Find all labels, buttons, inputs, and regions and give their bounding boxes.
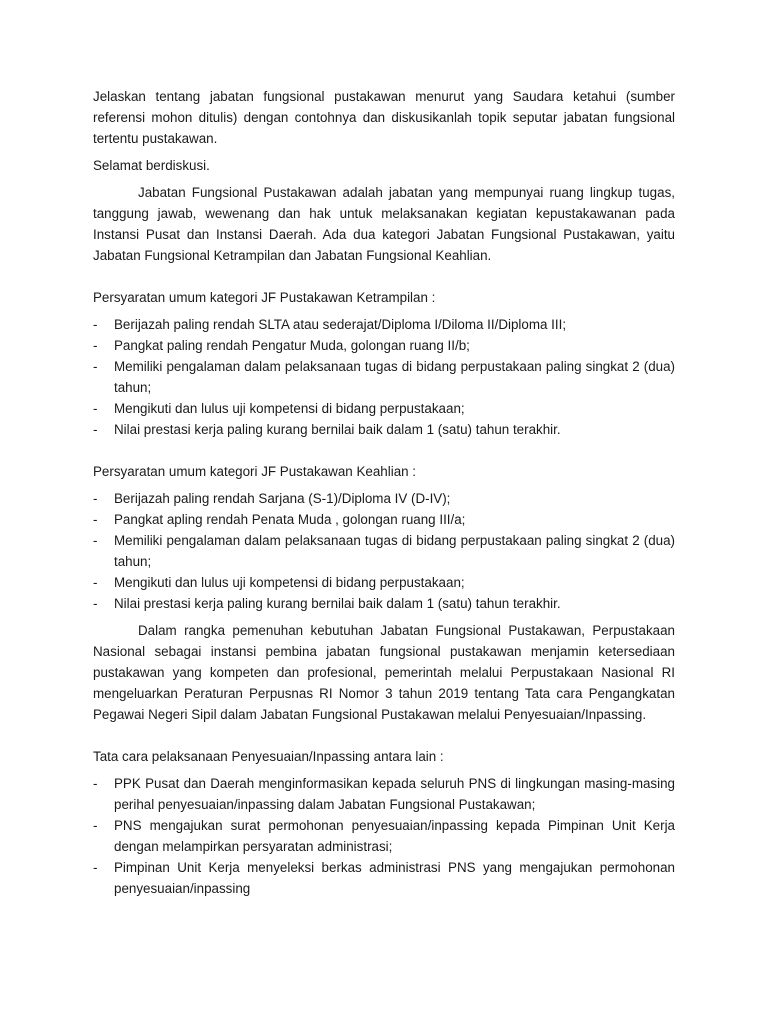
blank-line — [93, 266, 675, 287]
bullet-dash: - — [93, 359, 98, 374]
bullet-dash: - — [93, 776, 98, 791]
list-item — [93, 857, 675, 899]
bullet-dash: - — [93, 317, 98, 332]
bullet-dash: - — [93, 512, 98, 527]
bullet-dash: - — [93, 491, 98, 506]
procedure-heading: Tata cara pelaksanaan Penyesuaian/Inpassing antara lain : — [93, 749, 444, 764]
list-item-text: Berijazah paling rendah SLTA atau sederajat/Diploma I/Diloma II/Diploma III; — [114, 317, 567, 332]
list-item-text: Nilai prestasi kerja paling kurang bernilai baik dalam 1 (satu) tahun terakhir. — [114, 596, 561, 611]
list-item — [93, 356, 675, 398]
list-item-text: PPK Pusat dan Daerah menginformasikan kepada seluruh PNS di lingkungan masing-masing perihal penyesuaian/inpassing dalam Jabatan Fungsional Pustakawan; — [114, 776, 675, 812]
list-item-text: Mengikuti dan lulus uji kompetensi di bidang perpustakaan; — [114, 575, 465, 590]
list-item-text: Berijazah paling rendah Sarjana (S-1)/Diploma IV (D-IV); — [114, 491, 451, 506]
list-item — [93, 398, 675, 419]
list-item — [93, 773, 675, 815]
bullet-dash: - — [93, 596, 98, 611]
list-item-text: Memiliki pengalaman dalam pelaksanaan tugas di bidang perpustakaan paling singkat 2 (dua) tahun; — [114, 533, 675, 569]
keahlian-heading: Persyaratan umum kategori JF Pustakawan Keahlian : — [93, 464, 417, 479]
list-item-text: Memiliki pengalaman dalam pelaksanaan tugas di bidang perpustakaan paling singkat 2 (dua) tahun; — [114, 359, 675, 395]
procedure-list — [93, 773, 675, 899]
list-item — [93, 815, 675, 857]
list-item-text: Nilai prestasi kerja paling kurang bernilai baik dalam 1 (satu) tahun terakhir. — [114, 422, 561, 437]
document-body — [93, 86, 675, 899]
greeting-line: Selamat berdiskusi. — [93, 158, 210, 173]
blank-line — [93, 725, 675, 746]
list-item — [93, 314, 675, 335]
list-item — [93, 509, 675, 530]
list-item — [93, 419, 675, 440]
bullet-dash: - — [93, 818, 98, 833]
list-item-text: Pangkat paling rendah Pengatur Muda, golongan ruang II/b; — [114, 338, 470, 353]
list-item — [93, 335, 675, 356]
intro-paragraph: Jabatan Fungsional Pustakawan adalah jabatan yang mempunyai ruang lingkup tugas, tanggung jawab, wewenang dan hak untuk melaksanakan kegiatan kepustakawanan pada Instansi Pusat dan Instansi Daerah. Ada dua kategori Jabatan Fungsional Pustakawan, yaitu Jabatan Fungsional Ketrampilan dan Jabatan Fungsional Keahlian. — [93, 185, 675, 263]
list-item-text: Pimpinan Unit Kerja menyeleksi berkas administrasi PNS yang mengajukan permohonan penyesuaian/inpassing — [114, 860, 675, 896]
list-item — [93, 488, 675, 509]
list-item-text: Pangkat apling rendah Penata Muda , golongan ruang III/a; — [114, 512, 466, 527]
bullet-dash: - — [93, 401, 98, 416]
bullet-dash: - — [93, 860, 98, 875]
bullet-dash: - — [93, 422, 98, 437]
regulation-paragraph: Dalam rangka pemenuhan kebutuhan Jabatan Fungsional Pustakawan, Perpustakaan Nasional sebagai instansi pembina jabatan fungsional pustakawan menjamin ketersediaan pustakawan yang kompeten dan profesional, pemerintah melalui Perpustakaan Nasional RI mengeluarkan Peraturan Perpusnas RI Nomor 3 tahun 2019 tentang Tata cara Pengangkatan Pegawai Negeri Sipil dalam Jabatan Fungsional Pustakawan melalui Penyesuaian/Inpassing. — [93, 623, 675, 722]
blank-line — [93, 440, 675, 461]
question-paragraph: Jelaskan tentang jabatan fungsional pustakawan menurut yang Saudara ketahui (sumber referensi mohon ditulis) dengan contohnya dan diskusikanlah topik seputar jabatan fungsional tertentu pustakawan. — [93, 89, 675, 146]
ketrampilan-heading: Persyaratan umum kategori JF Pustakawan Ketrampilan : — [93, 290, 436, 305]
bullet-dash: - — [93, 533, 98, 548]
bullet-dash: - — [93, 338, 98, 353]
ketrampilan-list — [93, 314, 675, 440]
list-item — [93, 593, 675, 614]
list-item — [93, 530, 675, 572]
bullet-dash: - — [93, 575, 98, 590]
list-item — [93, 572, 675, 593]
list-item-text: Mengikuti dan lulus uji kompetensi di bidang perpustakaan; — [114, 401, 465, 416]
keahlian-list — [93, 488, 675, 614]
list-item-text: PNS mengajukan surat permohonan penyesuaian/inpassing kepada Pimpinan Unit Kerja dengan melampirkan persyaratan administrasi; — [114, 818, 675, 854]
